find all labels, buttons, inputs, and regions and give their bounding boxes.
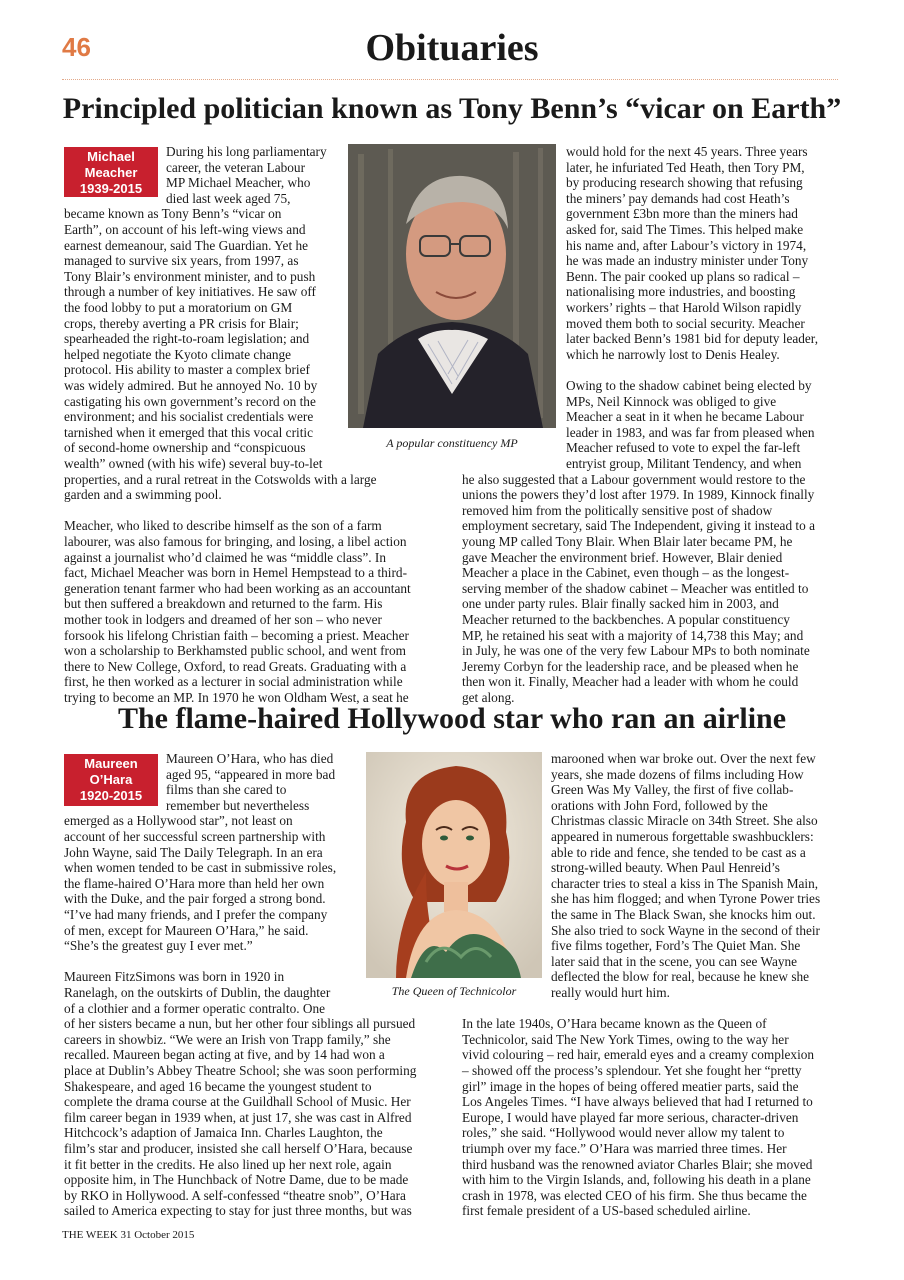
text-line: get along. [462, 689, 515, 705]
section-title: Obituaries [365, 27, 539, 69]
text-line: generation tenant farmer who had been working as an accountant [64, 580, 411, 596]
text-line: won a scholarship to Berkhamsted public school, and went from [64, 643, 406, 659]
page-number: 46 [62, 32, 91, 62]
text-line: later said that in the scene, you can see Wayne [551, 953, 798, 969]
text-line: by producing research showing that refusing [566, 175, 803, 191]
text-line: MP Michael Meacher, who [166, 175, 311, 191]
headline-meacher: Principled politician known as Tony Benn’s “vicar on Earth” [62, 92, 842, 125]
text-line: the same in The Black Swan, she knocks him out. [551, 906, 816, 922]
portrait-meacher [348, 144, 556, 428]
text-line: Europe, I would have played far more serious, character-driven [462, 1109, 799, 1125]
text-line: nationalising more industries, and boosting [566, 284, 796, 300]
text-line: which he narrowly lost to Denis Healey. [566, 346, 780, 362]
text-line: fact, Michael Meacher was born in Hemel Hempstead to a third- [64, 565, 408, 581]
text-line: against a journalist who’d claimed he was “middle class”. In [64, 549, 386, 565]
text-line: triumph over my face.” O’Hara was married three times. Her [462, 1140, 787, 1156]
text-line: vivid colouring – red hair, emerald eyes and a creamy complexion [462, 1047, 815, 1063]
text-line: Meacher, who liked to describe himself as the son of a farm [64, 518, 382, 534]
ohara-text-left [64, 813, 362, 1016]
text-line: Ranelagh, on the outskirts of Dublin, the daughter [64, 984, 331, 1000]
footer-publication: THE WEEK 31 October 2015 [62, 1229, 195, 1241]
text-line: asked for, said The Times. This helped make [566, 221, 804, 237]
text-line: removed him from the politically sensitive post of shadow [462, 502, 773, 518]
text-line: career, the veteran Labour [166, 159, 305, 175]
text-line: account of her successful screen partnership with [64, 828, 326, 844]
text-line: strong-willed beauty. When Paul Henreid’s [551, 860, 780, 876]
text-line: first, he then worked as a lecturer in social administration while [64, 674, 403, 690]
text-line: Maureen FitzSimons was born in 1920 in [64, 969, 285, 985]
meacher-text-lower-left [64, 472, 454, 706]
text-line: remember but nevertheless [166, 797, 310, 813]
text-line: later, he infuriated Ted Heath, then Tory PM, [566, 159, 805, 175]
text-line: MPs, Neil Kinnock was obliged to give [566, 393, 777, 409]
tag-line: Michael [87, 149, 135, 164]
ohara-text-lower-right [462, 1016, 842, 1219]
text-line: was widely admired. But he annoyed No. 10 by [64, 377, 318, 393]
text-line: of second-home ownership and “conspicuous [64, 440, 306, 456]
text-line: trying to become an MP. In 1970 he won Oldham West, a seat he [64, 689, 409, 705]
text-line: of men, except for Maureen O’Hara,” he said. [64, 922, 309, 938]
text-line: properties, and a rural retreat in the Cotswolds with a large [64, 471, 377, 487]
meacher-text-left [64, 206, 346, 471]
text-line: through a number of key initiatives. He saw off [64, 284, 316, 300]
text-line: workers’ rights – that Harold Wilson rapidly [566, 299, 802, 315]
text-line: entryist group, Militant Tendency, and when [566, 455, 802, 471]
text-line: Owing to the shadow cabinet being elected by [566, 377, 812, 393]
text-line: moved them both to social security. Meacher [566, 315, 805, 331]
text-line: films than she cared to [166, 782, 287, 798]
text-line: protocol. His ability to master a complex brief [64, 362, 310, 378]
photo-caption-ohara: The Queen of Technicolor [391, 984, 517, 998]
text-line: roles,” she said. “Hollywood would never allow my talent to [462, 1125, 785, 1141]
text-line: Meacher returned to the backbenches. A popular constituency [462, 611, 790, 627]
text-line: died last week aged 75, [166, 190, 291, 206]
text-line: mother took in lodgers and dreamed of her son – who never [64, 611, 382, 627]
text-line: labourer, was also famous for bringing, and losing, a libel action [64, 533, 407, 549]
text-line: one under party rules. Blair finally sacked him in 2003, and [462, 596, 779, 612]
text-line: gave Meacher the environment brief. However, Blair denied [462, 549, 783, 565]
text-line: emerged as a Hollywood star”, not least on [64, 813, 293, 829]
text-line: government £3bn more than the miners had [566, 206, 798, 222]
text-line: with him to the Virgin Islands, and, following his death in a plane [462, 1172, 811, 1188]
text-line: with the Duke, and the pair forged a strong bond. [64, 891, 326, 907]
text-line: would hold for the next 45 years. Three years [566, 144, 808, 159]
ohara-text-right [551, 751, 843, 1001]
text-line: garden and a swimming pool. [64, 487, 222, 503]
text-line: “She’s the greatest guy I ever met.” [64, 938, 253, 954]
text-line: helped negotiate the Kyoto climate change [64, 346, 292, 362]
text-line [64, 954, 362, 970]
text-line: “I’ve had many friends, and I prefer the company [64, 906, 328, 922]
tag-line: 1939-2015 [79, 181, 143, 196]
text-line: five films together, Ford’s The Quiet Man. She [551, 938, 801, 954]
text-line: opposite him, in The Hunchback of Notre Dame, due to be made [64, 1172, 409, 1188]
headline-ohara: The flame-haired Hollywood star who ran an airline [117, 702, 787, 735]
text-line: orations with John Ford, followed by the [551, 797, 768, 813]
text-line: serving member of the shadow cabinet – Meacher was entitled to [462, 580, 809, 596]
photo-caption-meacher: A popular constituency MP [386, 436, 518, 450]
meacher-text-lower-right [462, 472, 842, 706]
text-line: of her sisters became a nun, but her other four siblings all pursued [64, 1016, 416, 1032]
text-line: recalled. Maureen began acting at five, and by 14 had won a [64, 1047, 385, 1063]
text-line: During his long parliamentary [166, 144, 327, 159]
text-line: Maureen O’Hara, who has died [166, 751, 334, 766]
text-line: Jeremy Corbyn for the leadership race, and be pleased when he [462, 658, 799, 674]
text-line: environment; and his socialist credentials were [64, 409, 314, 425]
name-tag-ohara [64, 754, 158, 806]
text-line: his name and, after Labour’s victory in 1974, [566, 237, 807, 253]
text-line: In the late 1940s, O’Hara became known as the Queen of [462, 1016, 767, 1032]
text-line: Shakespeare, and aged 16 became the youngest student to [64, 1078, 372, 1094]
text-line: Hitchcock’s adaption of Jamaica Inn. Charles Laughton, the [64, 1125, 383, 1141]
text-line: third husband was the renowned aviator Charles Blair; she moved [462, 1156, 813, 1172]
tag-line: Meacher [84, 165, 138, 180]
text-line: in July, he was one of the very few Labour MPs to both nominate [462, 643, 810, 659]
text-line: by RKO in Hollywood. A self-confessed “theatre snob”, O’Hara [64, 1187, 406, 1203]
text-line: Benn. The pair cooked up plans so radical – [566, 268, 800, 284]
text-line: complete the drama course at the Guildhall School of Music. Her [64, 1094, 411, 1110]
text-line: marooned when war broke out. Over the next few [551, 751, 816, 766]
text-line: crops, thereby averting a PR crisis for Blair; [64, 315, 299, 331]
text-line: appeared in numerous forgettable swashbucklers: [551, 828, 814, 844]
text-line: – showed off the process’s splendour. Yet she fought her “pretty [462, 1062, 802, 1078]
text-line: MP, he retained his seat with a majority of 14,738 this May; and [462, 627, 804, 643]
text-line: unions the powers they’d lost after 1979. In 1989, Kinnock finally [462, 487, 815, 503]
text-line: Technicolor, said The New York Times, owing to the way her [462, 1031, 789, 1047]
text-line: John Wayne, said The Daily Telegraph. In an era [64, 844, 323, 860]
text-line: She also tried to sock Wayne in the second of their [551, 922, 820, 938]
meacher-text-right [566, 144, 842, 471]
text-line: he also suggested that a Labour government would restore to the [462, 471, 806, 487]
text-line: wealth” owned (with his wife) several buy-to-let [64, 455, 323, 471]
text-line: managed to survive six years, from 1997, as [64, 253, 299, 269]
text-line: place at Dublin’s Abbey Theatre School; she was soon performing [64, 1062, 417, 1078]
text-line [64, 503, 454, 519]
text-line: forsook his lifelong Christian faith – becoming a priest. Meacher [64, 627, 409, 643]
text-line: earnest demeanour, said The Guardian. Yet he [64, 237, 309, 253]
text-line: employment secretary, said The Independent, giving it instead to a [462, 518, 816, 534]
text-line: he was made an industry minister under Tony [566, 253, 809, 269]
text-line: crash in 1978, was elected CEO of his firm. She thus became the [462, 1187, 807, 1203]
text-line: Green Was My Valley, the first of five collab- [551, 782, 794, 798]
tag-line: Maureen [84, 756, 138, 771]
text-line: film’s star and producer, insisted she call herself O’Hara, because [64, 1140, 413, 1156]
text-line: tarnished when it emerged that this vocal critic [64, 424, 313, 440]
meacher-text-intro [166, 144, 346, 206]
text-line: Meacher a seat in it when he became Labour [566, 409, 804, 425]
text-line: film career began in 1939 when, at just 17, she was cast in Alfred [64, 1109, 412, 1125]
text-line: when women tended to be cast in submissive roles, [64, 860, 337, 876]
text-line: castigating his own government’s record on the [64, 393, 316, 409]
header-divider [62, 79, 838, 80]
text-line: Christmas classic Miracle on 34th Street. She also [551, 813, 818, 829]
text-line: leader in 1983, and was far from pleased when [566, 424, 815, 440]
ohara-text-lower-left [64, 1016, 454, 1219]
portrait-ohara-image [366, 752, 542, 978]
text-line: it fit better in the credits. He also lined up her next role, again [64, 1156, 392, 1172]
ohara-text-intro [166, 751, 361, 813]
text-line: really would hurt him. [551, 984, 670, 1000]
text-line: she has him flogged; and when Tyrone Power tries [551, 891, 821, 907]
text-line: Meacher refused to vote to expel the far-left [566, 440, 801, 456]
text-line: but then suffered a breakdown and returned to the farm. His [64, 596, 383, 612]
text-line: deflected the blow for real, because he knew she [551, 969, 810, 985]
text-line: Meacher a place in the Cabinet, even though – as the longest- [462, 565, 790, 581]
text-line: spearheaded the right-to-roam legislation; and [64, 331, 310, 347]
tag-line: 1920-2015 [79, 788, 143, 803]
text-line: then won it. Finally, Meacher had a leader with whom he could [462, 674, 799, 690]
portrait-meacher-image [348, 144, 556, 428]
text-line: young MP called Tony Blair. When Blair later became PM, he [462, 533, 793, 549]
text-line: careers in showbiz. “We were an Irish von Trapp family,” she [64, 1031, 391, 1047]
text-line: first female president of a US-based scheduled airline. [462, 1203, 751, 1219]
text-line: of a clothier and a former operatic contralto. One [64, 1000, 326, 1016]
text-line: became known as Tony Benn’s “vicar on [64, 206, 282, 222]
text-line: there to New College, Oxford, to read Greats. Graduating with a [64, 658, 407, 674]
text-line: able to ride and fence, she tended to be cast as a [551, 844, 806, 860]
text-line: aged 95, “appeared in more bad [166, 766, 336, 782]
tag-line: O’Hara [89, 772, 133, 787]
text-line: girl” image in the hopes of being offered meatier parts, said the [462, 1078, 799, 1094]
text-line: character tries to steal a kiss in The Spanish Main, [551, 875, 819, 891]
text-line: the flame-haired O’Hara more than held her own [64, 875, 325, 891]
text-line: sailed to America expecting to stay for just three months, but was [64, 1203, 412, 1219]
text-line: Earth”, on account of his left-wing views and [64, 221, 306, 237]
text-line: Tony Blair’s environment minister, and to push [64, 268, 316, 284]
text-line: later backed Benn’s 1981 bid for deputy leader, [566, 331, 819, 347]
portrait-ohara [366, 752, 542, 978]
text-line: the miners’ pay demands had cost Heath’s [566, 190, 790, 206]
text-line: Los Angeles Times. “I have always believed that had I returned to [462, 1094, 813, 1110]
text-line [566, 362, 842, 378]
text-line: years, she made dozens of films including How [551, 766, 804, 782]
name-tag-meacher [64, 147, 158, 197]
text-line: the food lobby to put a moratorium on GM [64, 299, 293, 315]
